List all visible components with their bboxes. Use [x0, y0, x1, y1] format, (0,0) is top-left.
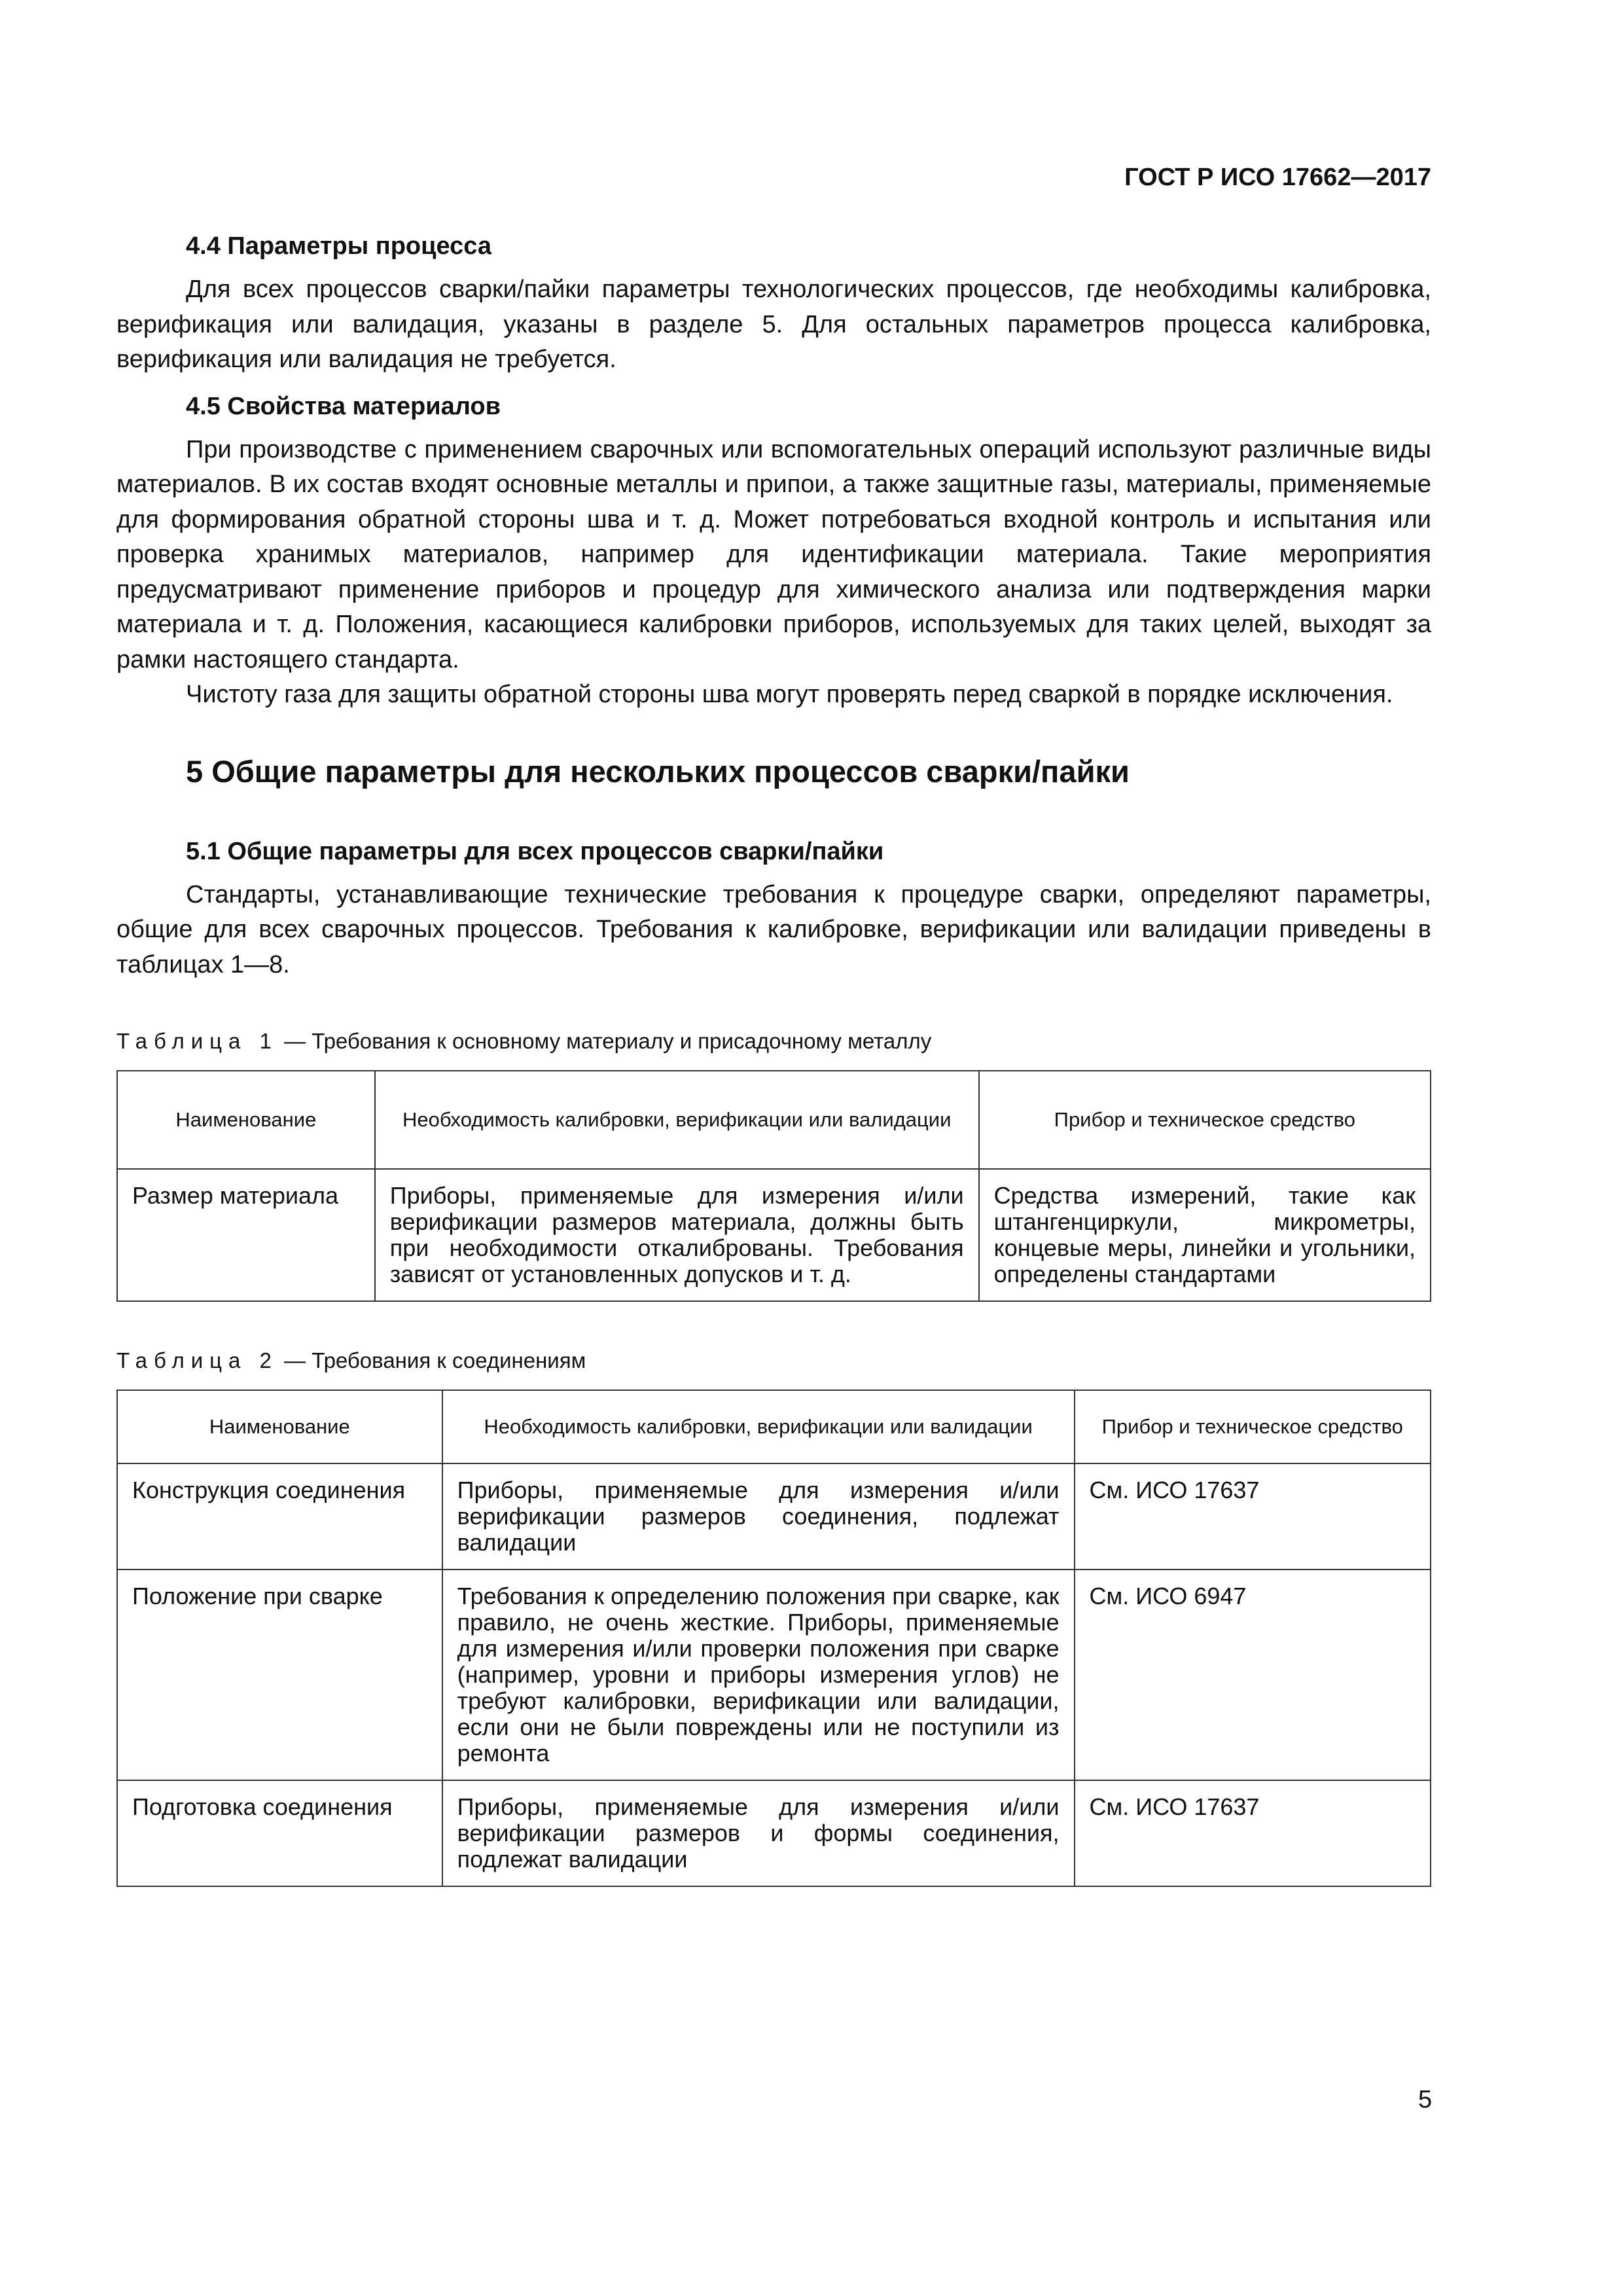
page-number: 5	[1418, 2086, 1433, 2113]
table-cell: Подготовка соединения	[117, 1780, 442, 1886]
table-cell: См. ИСО 6947	[1075, 1570, 1431, 1780]
table-row	[117, 1570, 1431, 1780]
table-2-header-name: Наименование	[117, 1390, 442, 1463]
table-2	[116, 1390, 1431, 1887]
section-4-5-title: 4.5 Свойства материалов	[186, 392, 501, 420]
table-cell: Средства измерений, такие как штангенциркули, микрометры, концевые меры, линейки и угольники, определены стандартами	[979, 1169, 1431, 1301]
table-2-caption-label: Таблица 2	[116, 1348, 278, 1372]
table-row	[117, 1463, 1431, 1570]
table-1-caption	[116, 1028, 1431, 1054]
table-1	[116, 1070, 1431, 1302]
table-cell: Требования к определению положения при сварке, как правило, не очень жесткие. Приборы, применяемые для измерения и/или проверки положения при сварке (например, уровни и приборы измерения углов) не требуют калибровки, верификации или валидации, если они не были повреждены или не поступили из ремонта	[442, 1570, 1075, 1780]
section-4-5-paragraph-2: Чистоту газа для защиты обратной стороны шва могут проверять перед сваркой в порядке исключения.	[186, 681, 1393, 708]
table-cell: См. ИСО 17637	[1075, 1780, 1431, 1886]
table-2-header-necessity: Необходимость калибровки, верификации или валидации	[442, 1390, 1075, 1463]
table-cell: Приборы, применяемые для измерения и/или верификации размеров и формы соединения, подлежат валидации	[442, 1780, 1075, 1886]
table-2-caption-text: — Требования к соединениям	[277, 1348, 586, 1372]
section-5-title: 5 Общие параметры для нескольких процессов сварки/пайки	[186, 753, 1130, 789]
table-cell: См. ИСО 17637	[1075, 1463, 1431, 1570]
table-1-header-instrument: Прибор и техническое средство	[979, 1071, 1431, 1169]
table-cell: Положение при сварке	[117, 1570, 442, 1780]
table-cell: Приборы, применяемые для измерения и/или верификации размеров материала, должны быть при необходимости откалиброваны. Требования зависят от установленных допусков и т. д.	[375, 1169, 979, 1301]
table-cell: Приборы, применяемые для измерения и/или верификации размеров соединения, подлежат валидации	[442, 1463, 1075, 1570]
table-1-caption-text: — Требования к основному материалу и присадочному металлу	[277, 1029, 932, 1053]
table-row	[117, 1780, 1431, 1886]
section-5-1-paragraph: Стандарты, устанавливающие технические требования к процедуре сварки, определяют параметры, общие для всех сварочных процессов. Требования к калибровке, верификации или валидации приведены в таблицах 1—8.	[116, 880, 1431, 978]
table-row	[117, 1169, 1431, 1301]
section-4-4-title: 4.4 Параметры процесса	[186, 232, 491, 260]
table-1-header-row	[117, 1071, 1431, 1169]
table-1-caption-label: Таблица 1	[116, 1029, 278, 1053]
table-1-header-necessity: Необходимость калибровки, верификации или валидации	[375, 1071, 979, 1169]
table-cell: Конструкция соединения	[117, 1463, 442, 1570]
section-4-4-paragraph: Для всех процессов сварки/пайки параметры технологических процессов, где необходимы калибровка, верификация или валидация, указаны в разделе 5. Для остальных параметров процесса калибровка, верификация или валидация не требуется.	[116, 276, 1431, 373]
section-5-1-title: 5.1 Общие параметры для всех процессов сварки/пайки	[186, 837, 884, 865]
table-cell: Размер материала	[117, 1169, 375, 1301]
document-header: ГОСТ Р ИСО 17662—2017	[1124, 164, 1431, 191]
table-1-header-name: Наименование	[117, 1071, 375, 1169]
table-2-caption	[116, 1348, 1431, 1374]
page-content	[116, 229, 1431, 1887]
table-2-header-row	[117, 1390, 1431, 1463]
section-4-5-paragraph-1: При производстве с применением сварочных или вспомогательных операций используют различные виды материалов. В их состав входят основные металлы и припои, а также защитные газы, материалы, применяемые для формирования обратной стороны шва и т. д. Может потребоваться входной контроль и испытания или проверка хранимых материалов, например для идентификации материала. Такие мероприятия предусматривают применение приборов и процедур для химического анализа или подтверждения марки материала и т. д. Положения, касающиеся калибровки приборов, используемых для таких целей, выходят за рамки настоящего стандарта.	[116, 435, 1431, 673]
table-2-header-instrument: Прибор и техническое средство	[1075, 1390, 1431, 1463]
